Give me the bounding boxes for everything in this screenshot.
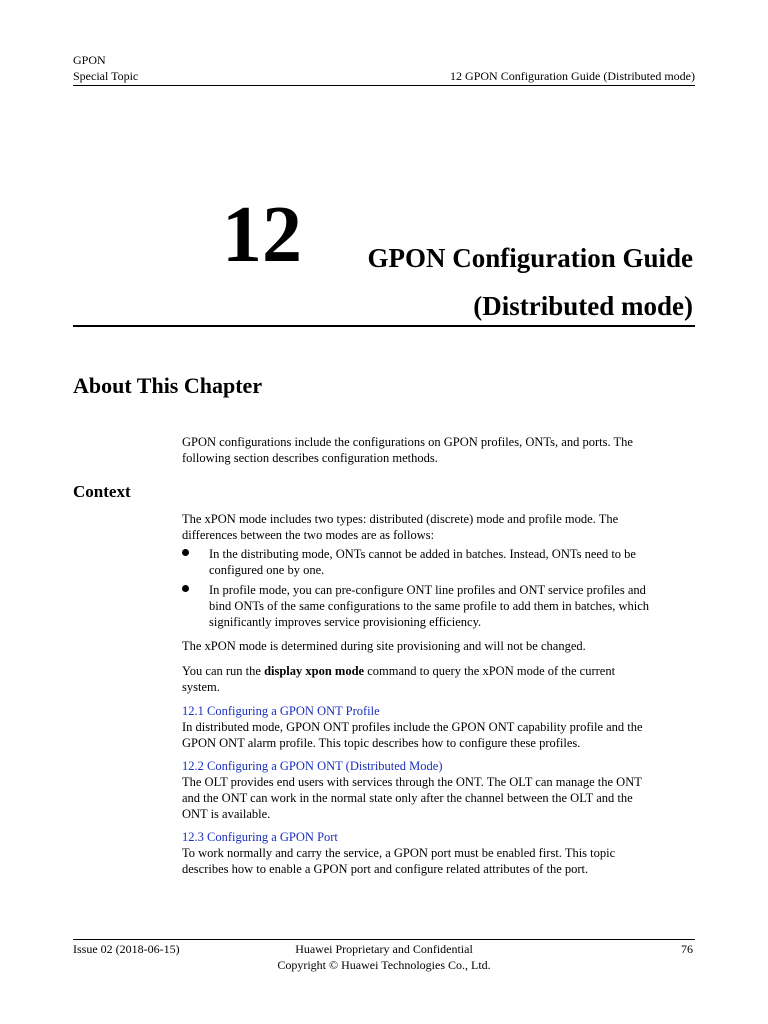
text-line: The OLT provides end users with services through the ONT. The OLT can manage the ONT [182,775,642,789]
text-line [182,663,702,679]
bullet-icon [182,549,189,556]
footer-issue: Issue 02 (2018-06-15) [73,942,180,956]
text-span: command to query the xPON mode of the current [364,664,616,678]
chapter-title-line2: (Distributed mode) [473,291,693,321]
footer-copyright: Copyright © Huawei Technologies Co., Ltd. [277,958,491,972]
text-line: following section describes configuration methods. [182,451,438,465]
text-line: describes how to enable a GPON port and configure related attributes of the port. [182,862,589,876]
text-line: and the ONT can work in the normal state only after the channel between the OLT and the [182,791,633,805]
running-header-left [73,52,138,84]
text-line: To work normally and carry the service, a GPON port must be enabled first. This topic [182,846,616,860]
text-line: GPON configurations include the configurations on GPON profiles, ONTs, and ports. The [182,435,633,449]
section-summary-12-1 [182,703,702,751]
footer-confidential: Huawei Proprietary and Confidential [295,942,473,956]
text-line: differences between the two modes are as follows: [182,528,435,542]
bullet-icon [182,585,189,592]
text-line: ONT is available. [182,807,271,821]
text-line: In profile mode, you can pre-configure ONT line profiles and ONT service profiles and [209,583,646,597]
section-heading-about: About This Chapter [73,373,263,398]
header-divider [73,85,695,86]
command-name: display xpon mode [264,664,365,678]
chapter-title-line1: GPON Configuration Guide [367,243,693,273]
text-line: In the distributing mode, ONTs cannot be added in batches. Instead, ONTs need to be [209,547,636,561]
text-line: The xPON mode includes two types: distributed (discrete) mode and profile mode. The [182,512,619,526]
about-intro [182,434,702,466]
footer-center [0,941,768,973]
text-span: You can run the [182,664,265,678]
list-item [209,582,709,630]
text-line: bind ONTs of the same configurations to the same profile to add them in batches, which [209,599,649,613]
text-line: GPON ONT alarm profile. This topic describes how to configure these profiles. [182,736,581,750]
context-paragraph-3 [182,663,702,695]
running-header-chapter: 12 GPON Configuration Guide (Distributed mode) [450,69,695,83]
section-heading-context: Context [73,482,131,501]
text-line: configured one by one. [209,563,325,577]
link-12-2[interactable]: 12.2 Configuring a GPON ONT (Distributed Mode) [182,759,443,773]
doc-subtitle: Special Topic [73,69,139,83]
context-paragraph-1 [182,511,702,543]
section-summary-12-3 [182,829,702,877]
page-number: 76 [681,942,693,956]
text-line: significantly improves service provisioning efficiency. [209,615,482,629]
link-12-1[interactable]: 12.1 Configuring a GPON ONT Profile [182,704,380,718]
chapter-title-divider [73,325,695,327]
link-12-3[interactable]: 12.3 Configuring a GPON Port [182,830,338,844]
chapter-number: 12 [222,191,302,279]
list-item [209,546,709,578]
context-paragraph-2: The xPON mode is determined during site provisioning and will not be changed. [182,639,586,653]
text-line: In distributed mode, GPON ONT profiles include the GPON ONT capability profile and the [182,720,643,734]
text-line: system. [182,680,220,694]
footer-divider [73,939,695,940]
doc-name: GPON [73,53,106,67]
section-summary-12-2 [182,758,702,822]
